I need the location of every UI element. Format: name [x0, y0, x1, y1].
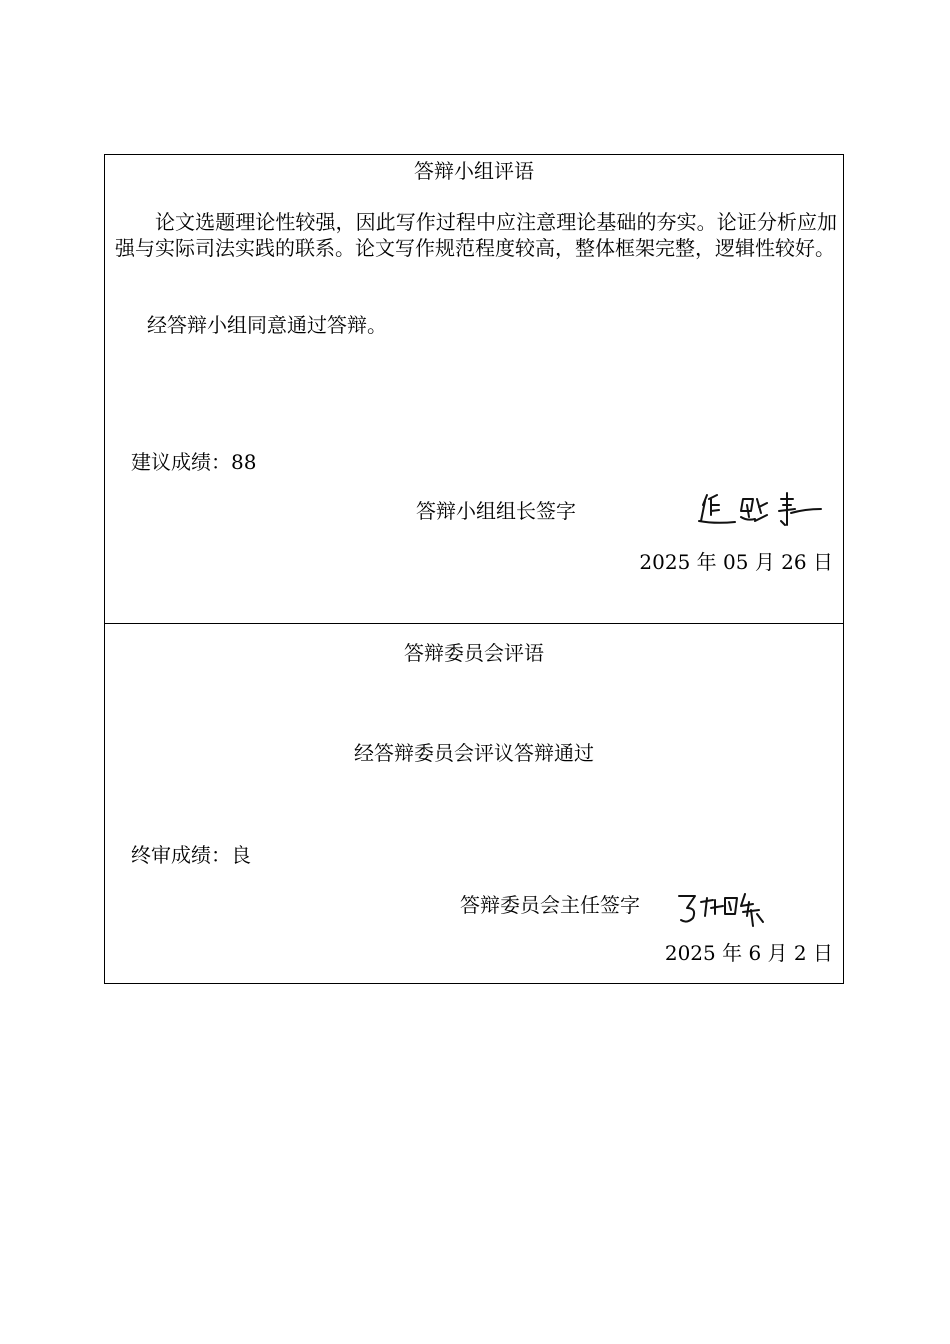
group-comments-section	[105, 155, 843, 623]
group-leader-signature-label: 答辩小组组长签字	[416, 499, 576, 523]
committee-decision-text: 经答辩委员会评议答辩通过	[354, 741, 594, 765]
committee-comments-section	[105, 623, 843, 984]
committee-chair-signature-label: 答辩委员会主任签字	[460, 893, 640, 917]
group-date: 2025 年 05 月 26 日	[639, 550, 833, 574]
committee-comments-title: 答辩委员会评语	[404, 641, 544, 665]
suggested-grade: 建议成绩：88	[131, 450, 257, 474]
committee-chair-signature	[673, 886, 769, 930]
group-agreement-text: 经答辩小组同意通过答辩。	[147, 313, 387, 337]
group-comments-title: 答辩小组评语	[414, 159, 534, 183]
defense-review-table	[104, 154, 844, 984]
final-grade: 终审成绩：良	[131, 843, 251, 867]
committee-date: 2025 年 6 月 2 日	[664, 941, 833, 965]
group-comment-paragraph: 论文选题理论性较强，因此写作过程中应注意理论基础的夯实。论证分析应加强与实际司法实践的联系。论文写作规范程度较高，整体框架完整，逻辑性较好。	[115, 210, 837, 260]
group-leader-signature	[695, 485, 825, 531]
